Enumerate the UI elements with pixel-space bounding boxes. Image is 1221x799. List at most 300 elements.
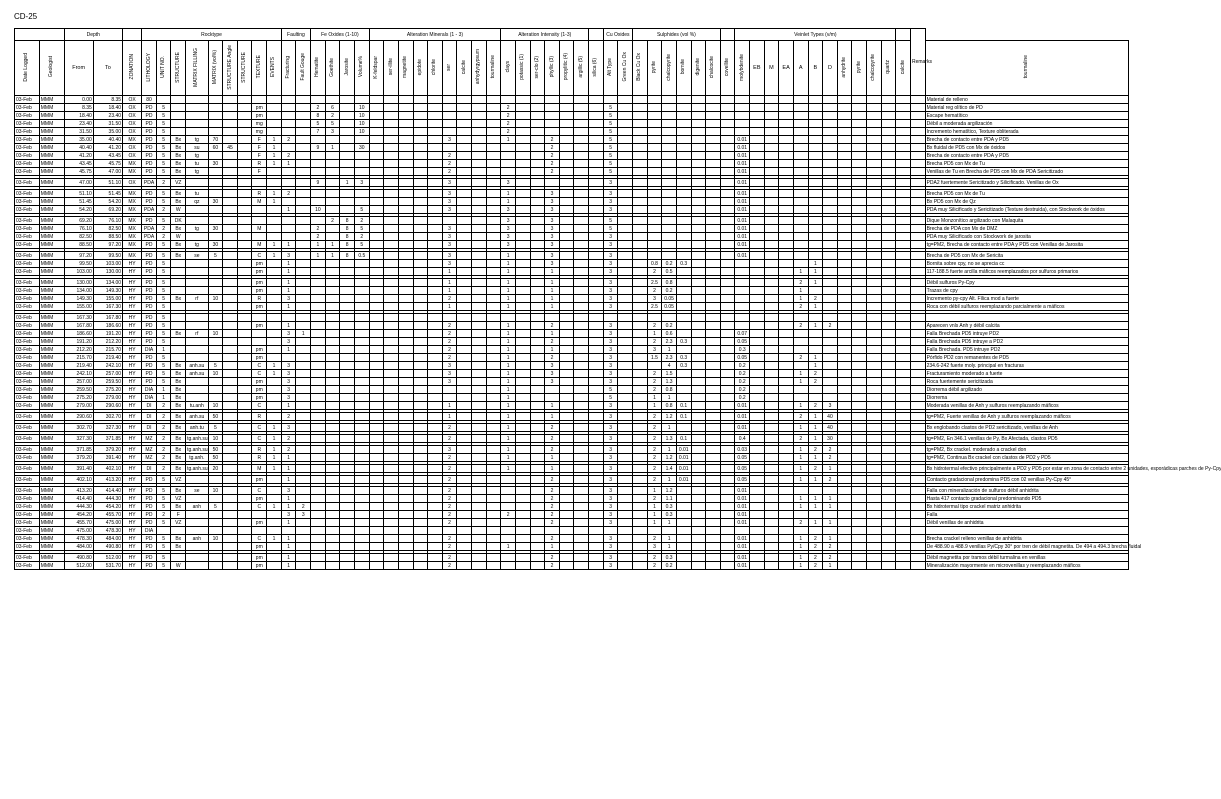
table-cell bbox=[764, 128, 779, 136]
table-cell bbox=[662, 206, 677, 214]
table-cell bbox=[676, 179, 691, 187]
table-cell bbox=[867, 476, 882, 484]
table-cell bbox=[428, 96, 443, 104]
table-cell: 1 bbox=[647, 519, 662, 527]
table-cell bbox=[559, 120, 574, 128]
table-cell bbox=[881, 112, 896, 120]
column-header bbox=[837, 41, 852, 96]
table-cell bbox=[296, 535, 311, 543]
table-cell: 1 bbox=[325, 144, 340, 152]
table-cell: 290.60 bbox=[64, 413, 93, 421]
table-cell bbox=[750, 346, 765, 354]
table-cell bbox=[267, 386, 282, 394]
table-cell bbox=[472, 217, 487, 225]
table-cell bbox=[428, 241, 443, 249]
table-cell bbox=[223, 394, 238, 402]
table-cell: 3 bbox=[442, 362, 457, 370]
table-cell bbox=[530, 413, 545, 421]
table-cell bbox=[501, 503, 516, 511]
table-cell bbox=[384, 362, 399, 370]
table-cell bbox=[472, 104, 487, 112]
table-cell: 302.70 bbox=[93, 413, 122, 421]
table-cell bbox=[735, 104, 750, 112]
table-cell bbox=[398, 136, 413, 144]
table-cell bbox=[545, 120, 560, 128]
table-cell: 2 bbox=[442, 346, 457, 354]
table-cell bbox=[296, 241, 311, 249]
table-cell bbox=[633, 465, 648, 473]
table-cell bbox=[706, 535, 721, 543]
table-cell: 5 bbox=[156, 287, 171, 295]
table-cell bbox=[910, 314, 925, 322]
table-cell bbox=[311, 394, 326, 402]
table-cell bbox=[472, 394, 487, 402]
table-cell bbox=[384, 136, 399, 144]
table-cell bbox=[574, 206, 589, 214]
table-cell: 51.10 bbox=[93, 179, 122, 187]
table-cell: 3 bbox=[281, 370, 296, 378]
table-cell bbox=[267, 225, 282, 233]
table-cell: 5 bbox=[156, 535, 171, 543]
table-cell bbox=[515, 435, 530, 443]
table-cell bbox=[764, 476, 779, 484]
table-cell bbox=[472, 562, 487, 570]
table-cell bbox=[896, 168, 911, 176]
table-cell bbox=[223, 487, 238, 495]
table-cell bbox=[457, 144, 472, 152]
table-cell bbox=[618, 96, 633, 104]
table-cell bbox=[574, 168, 589, 176]
table-cell bbox=[325, 314, 340, 322]
table-cell bbox=[428, 233, 443, 241]
table-cell: 3 bbox=[603, 252, 618, 260]
table-cell bbox=[574, 394, 589, 402]
table-cell bbox=[720, 160, 735, 168]
table-cell bbox=[515, 96, 530, 104]
table-cell: MMM bbox=[39, 287, 64, 295]
group-header: Veinlet Types (v/m) bbox=[735, 29, 896, 41]
table-cell bbox=[472, 190, 487, 198]
table-cell bbox=[354, 96, 369, 104]
table-cell bbox=[720, 346, 735, 354]
table-cell bbox=[881, 454, 896, 462]
table-cell bbox=[413, 225, 428, 233]
table-cell: PD bbox=[142, 519, 157, 527]
table-cell: PD bbox=[142, 322, 157, 330]
table-cell bbox=[589, 268, 604, 276]
table-cell bbox=[472, 362, 487, 370]
table-cell bbox=[486, 435, 501, 443]
table-cell bbox=[910, 338, 925, 346]
table-cell bbox=[793, 511, 808, 519]
table-cell bbox=[354, 268, 369, 276]
table-cell bbox=[691, 402, 706, 410]
table-cell bbox=[442, 527, 457, 535]
table-cell bbox=[706, 179, 721, 187]
table-cell bbox=[706, 435, 721, 443]
table-cell: Bx bbox=[171, 386, 186, 394]
table-cell: 2 bbox=[545, 503, 560, 511]
remarks-cell: Bx englobando clastos de PD2 sericitizado, venillas de Anh bbox=[925, 424, 1128, 432]
table-cell: 2 bbox=[647, 424, 662, 432]
table-cell bbox=[237, 330, 252, 338]
table-cell: anh bbox=[186, 535, 209, 543]
table-cell: MMM bbox=[39, 413, 64, 421]
table-cell: 1 bbox=[545, 454, 560, 462]
table-cell bbox=[735, 314, 750, 322]
table-cell bbox=[691, 487, 706, 495]
table-cell bbox=[559, 338, 574, 346]
table-cell bbox=[428, 217, 443, 225]
table-cell bbox=[837, 268, 852, 276]
table-cell bbox=[223, 511, 238, 519]
table-cell bbox=[618, 346, 633, 354]
remarks-cell: Falla Brechada. PD5 intruye PD2 bbox=[925, 346, 1128, 354]
table-cell bbox=[910, 198, 925, 206]
column-header bbox=[354, 41, 369, 96]
table-cell bbox=[369, 314, 384, 322]
table-cell: F bbox=[252, 152, 267, 160]
table-cell bbox=[779, 511, 794, 519]
table-cell bbox=[633, 446, 648, 454]
table-cell bbox=[720, 112, 735, 120]
table-cell bbox=[369, 330, 384, 338]
table-cell bbox=[910, 160, 925, 168]
table-cell bbox=[574, 241, 589, 249]
table-cell: 2 bbox=[647, 322, 662, 330]
table-cell: 1 bbox=[281, 160, 296, 168]
table-cell: 257.00 bbox=[93, 370, 122, 378]
table-cell bbox=[706, 295, 721, 303]
table-cell: 2 bbox=[808, 370, 823, 378]
table-cell: 3 bbox=[603, 206, 618, 214]
table-cell: 0.01 bbox=[735, 554, 750, 562]
table-cell bbox=[867, 152, 882, 160]
table-cell: 03-Feb bbox=[15, 128, 40, 136]
table-cell: 2 bbox=[442, 511, 457, 519]
table-cell bbox=[340, 168, 355, 176]
table-cell bbox=[413, 330, 428, 338]
table-cell: HY bbox=[123, 535, 142, 543]
table-row bbox=[15, 454, 1129, 462]
table-cell bbox=[267, 562, 282, 570]
table-cell bbox=[325, 330, 340, 338]
table-cell: MZ bbox=[142, 435, 157, 443]
table-cell bbox=[296, 454, 311, 462]
table-cell: tg bbox=[186, 241, 209, 249]
table-cell bbox=[413, 402, 428, 410]
table-cell: 1 bbox=[808, 519, 823, 527]
table-cell bbox=[764, 424, 779, 432]
table-cell bbox=[223, 446, 238, 454]
table-cell: 1 bbox=[501, 322, 516, 330]
table-cell bbox=[413, 527, 428, 535]
table-cell: 3 bbox=[442, 206, 457, 214]
table-cell bbox=[559, 112, 574, 120]
table-cell bbox=[720, 268, 735, 276]
table-cell: 03-Feb bbox=[15, 394, 40, 402]
table-cell bbox=[574, 378, 589, 386]
table-cell bbox=[589, 446, 604, 454]
table-cell bbox=[267, 112, 282, 120]
table-cell: MMM bbox=[39, 562, 64, 570]
table-cell bbox=[530, 260, 545, 268]
table-cell bbox=[530, 295, 545, 303]
table-cell: 2 bbox=[808, 535, 823, 543]
table-cell bbox=[515, 190, 530, 198]
table-cell bbox=[676, 136, 691, 144]
table-cell: rf bbox=[186, 295, 209, 303]
table-cell bbox=[428, 535, 443, 543]
table-cell bbox=[325, 527, 340, 535]
table-cell bbox=[691, 413, 706, 421]
table-cell bbox=[530, 378, 545, 386]
table-cell bbox=[691, 104, 706, 112]
table-cell: R bbox=[252, 413, 267, 421]
table-cell bbox=[325, 519, 340, 527]
table-cell bbox=[472, 198, 487, 206]
table-cell bbox=[398, 190, 413, 198]
table-cell: 1 bbox=[808, 424, 823, 432]
table-cell: 5 bbox=[603, 112, 618, 120]
table-cell bbox=[340, 346, 355, 354]
table-cell bbox=[852, 152, 867, 160]
column-header bbox=[676, 41, 691, 96]
table-cell bbox=[750, 252, 765, 260]
table-cell bbox=[691, 330, 706, 338]
table-cell bbox=[311, 198, 326, 206]
table-cell bbox=[413, 168, 428, 176]
table-cell bbox=[793, 112, 808, 120]
table-cell: 1 bbox=[501, 190, 516, 198]
table-cell bbox=[457, 330, 472, 338]
table-cell: pm bbox=[252, 104, 267, 112]
table-cell bbox=[720, 378, 735, 386]
table-cell: 2 bbox=[647, 562, 662, 570]
table-cell: 2 bbox=[442, 338, 457, 346]
table-cell bbox=[398, 252, 413, 260]
table-cell bbox=[618, 527, 633, 535]
table-cell bbox=[896, 260, 911, 268]
table-cell: pm bbox=[252, 279, 267, 287]
table-cell: PD bbox=[142, 152, 157, 160]
table-cell bbox=[633, 179, 648, 187]
table-cell: 1 bbox=[808, 268, 823, 276]
table-cell: 2 bbox=[808, 446, 823, 454]
table-cell bbox=[486, 535, 501, 543]
table-cell: anh.tu bbox=[186, 424, 209, 432]
table-cell bbox=[413, 128, 428, 136]
table-cell: 2 bbox=[647, 454, 662, 462]
table-cell: 242.10 bbox=[64, 370, 93, 378]
table-cell: HY bbox=[123, 314, 142, 322]
table-cell bbox=[472, 287, 487, 295]
table-cell bbox=[676, 252, 691, 260]
table-cell: Bx bbox=[171, 543, 186, 551]
table-cell: MMM bbox=[39, 476, 64, 484]
table-cell: 1 bbox=[281, 279, 296, 287]
table-cell bbox=[837, 476, 852, 484]
table-cell bbox=[881, 362, 896, 370]
column-header bbox=[15, 41, 40, 96]
table-cell bbox=[398, 225, 413, 233]
column-header bbox=[384, 41, 399, 96]
table-cell: PD bbox=[142, 268, 157, 276]
table-cell: 1 bbox=[281, 402, 296, 410]
table-cell bbox=[823, 314, 838, 322]
table-cell: 2 bbox=[808, 543, 823, 551]
table-cell bbox=[515, 394, 530, 402]
table-cell: tg.anh.su bbox=[187, 446, 208, 453]
table-cell bbox=[837, 402, 852, 410]
table-cell: 3 bbox=[603, 268, 618, 276]
table-cell bbox=[384, 503, 399, 511]
table-cell bbox=[750, 465, 765, 473]
table-cell: 475.00 bbox=[64, 527, 93, 535]
table-cell bbox=[559, 465, 574, 473]
table-cell bbox=[574, 354, 589, 362]
table-cell: 5 bbox=[156, 168, 171, 176]
table-cell bbox=[223, 233, 238, 241]
table-cell bbox=[530, 190, 545, 198]
table-cell bbox=[837, 346, 852, 354]
table-cell bbox=[881, 346, 896, 354]
table-cell: 3 bbox=[545, 225, 560, 233]
table-cell bbox=[457, 554, 472, 562]
table-cell bbox=[603, 527, 618, 535]
table-cell bbox=[852, 424, 867, 432]
table-cell bbox=[881, 527, 896, 535]
table-cell: R bbox=[252, 446, 267, 454]
table-cell bbox=[589, 346, 604, 354]
table-cell bbox=[186, 394, 209, 402]
table-cell bbox=[340, 160, 355, 168]
table-cell bbox=[823, 225, 838, 233]
table-cell bbox=[223, 476, 238, 484]
table-cell bbox=[530, 217, 545, 225]
table-cell bbox=[793, 394, 808, 402]
table-cell bbox=[171, 287, 186, 295]
table-cell bbox=[428, 179, 443, 187]
table-cell: 3 bbox=[603, 287, 618, 295]
table-cell: 1 bbox=[662, 446, 677, 454]
table-cell: PD bbox=[142, 503, 157, 511]
table-cell bbox=[515, 487, 530, 495]
table-cell: 40.40 bbox=[93, 136, 122, 144]
table-cell: DIA bbox=[142, 394, 157, 402]
table-cell bbox=[867, 198, 882, 206]
table-cell bbox=[354, 346, 369, 354]
table-cell bbox=[676, 198, 691, 206]
table-cell bbox=[354, 136, 369, 144]
table-cell: DI bbox=[142, 413, 157, 421]
table-cell bbox=[208, 128, 223, 136]
table-cell bbox=[530, 424, 545, 432]
column-header bbox=[39, 41, 64, 96]
table-cell bbox=[910, 495, 925, 503]
table-cell bbox=[676, 295, 691, 303]
table-cell: 2 bbox=[545, 144, 560, 152]
table-cell bbox=[325, 303, 340, 311]
table-cell: pm bbox=[252, 303, 267, 311]
table-cell: 2 bbox=[647, 378, 662, 386]
table-cell bbox=[618, 233, 633, 241]
table-cell: 5 bbox=[156, 354, 171, 362]
table-cell bbox=[208, 260, 223, 268]
table-cell bbox=[910, 136, 925, 144]
table-cell bbox=[457, 370, 472, 378]
table-cell: 2 bbox=[311, 225, 326, 233]
table-cell bbox=[486, 179, 501, 187]
table-cell: 2.5 bbox=[647, 279, 662, 287]
table-cell bbox=[413, 362, 428, 370]
table-cell bbox=[764, 527, 779, 535]
table-cell: 1 bbox=[793, 287, 808, 295]
table-cell bbox=[559, 446, 574, 454]
table-cell bbox=[515, 252, 530, 260]
table-cell: 0.2 bbox=[735, 394, 750, 402]
table-cell bbox=[223, 322, 238, 330]
table-cell bbox=[486, 206, 501, 214]
table-cell bbox=[515, 562, 530, 570]
table-cell bbox=[208, 519, 223, 527]
table-cell bbox=[750, 424, 765, 432]
table-cell bbox=[837, 503, 852, 511]
column-header bbox=[808, 41, 823, 96]
table-cell bbox=[589, 314, 604, 322]
table-cell bbox=[515, 554, 530, 562]
table-cell bbox=[676, 487, 691, 495]
column-header-label: digenite bbox=[694, 58, 701, 76]
table-cell: pm bbox=[252, 562, 267, 570]
column-header-label: Hematite bbox=[314, 56, 321, 77]
table-cell bbox=[706, 338, 721, 346]
table-cell bbox=[910, 402, 925, 410]
table-cell bbox=[457, 454, 472, 462]
table-cell: 0.3 bbox=[676, 260, 691, 268]
table-cell bbox=[384, 454, 399, 462]
table-cell: Bx bbox=[171, 503, 186, 511]
table-cell bbox=[398, 535, 413, 543]
table-cell bbox=[559, 476, 574, 484]
table-cell bbox=[428, 446, 443, 454]
table-cell: 0.2 bbox=[662, 287, 677, 295]
table-cell bbox=[267, 413, 282, 421]
table-cell bbox=[589, 303, 604, 311]
table-cell bbox=[633, 562, 648, 570]
table-cell bbox=[618, 190, 633, 198]
table-cell: 47.00 bbox=[93, 168, 122, 176]
table-cell bbox=[311, 217, 326, 225]
table-cell bbox=[267, 233, 282, 241]
table-cell bbox=[764, 413, 779, 421]
column-header bbox=[925, 41, 1128, 96]
table-cell: se bbox=[186, 252, 209, 260]
table-cell bbox=[486, 136, 501, 144]
table-cell: 0.1 bbox=[676, 402, 691, 410]
table-cell: 2 bbox=[823, 454, 838, 462]
table-cell bbox=[574, 179, 589, 187]
table-cell bbox=[457, 495, 472, 503]
table-cell bbox=[457, 354, 472, 362]
table-cell: 2 bbox=[442, 554, 457, 562]
table-cell bbox=[325, 287, 340, 295]
table-cell bbox=[779, 241, 794, 249]
column-header-label: A bbox=[798, 65, 803, 71]
table-cell: 97.20 bbox=[64, 252, 93, 260]
table-cell bbox=[515, 128, 530, 136]
remarks-header: Remarks bbox=[910, 29, 925, 96]
